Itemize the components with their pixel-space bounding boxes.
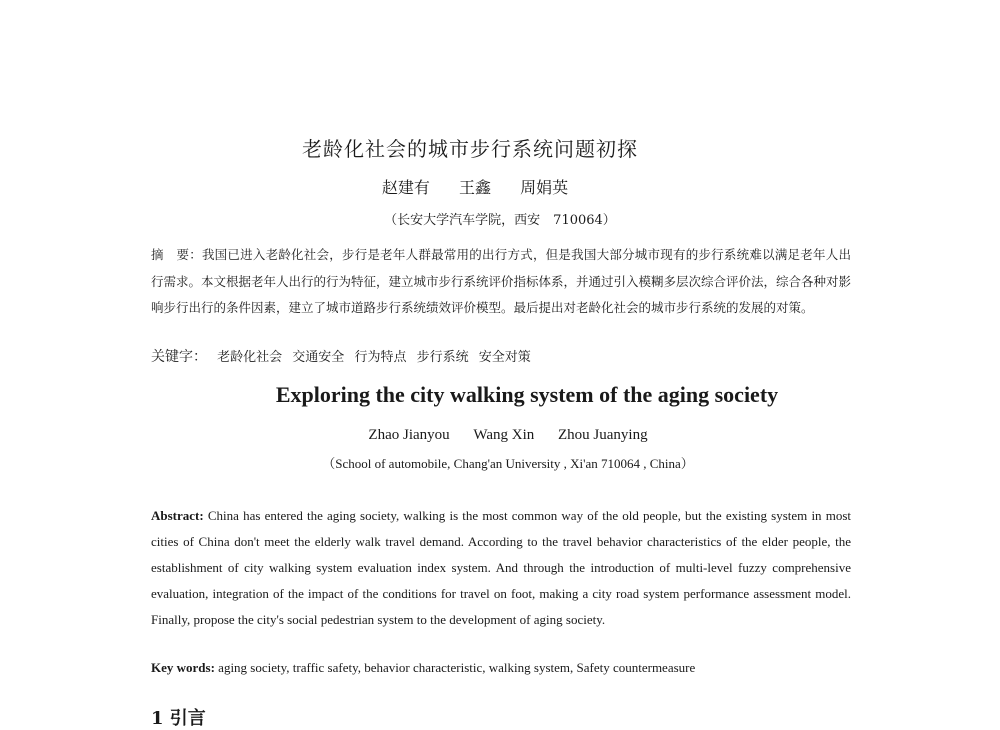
keyword-cn-3: 行为特点: [354, 350, 407, 365]
keyword-cn-5: 安全对策: [478, 350, 531, 365]
chinese-keywords-label: 关键字：: [151, 349, 207, 365]
english-authors: [0, 427, 1000, 444]
english-affiliation: （School of automobile, Chang'an University , Xi'an 710064 , China）: [322, 456, 694, 471]
author-2-cn: 王鑫: [458, 178, 491, 197]
author-3-en: Zhou Juanying: [558, 427, 648, 443]
english-keywords-label: Key words:: [151, 660, 215, 675]
author-3-cn: 周娟英: [520, 178, 569, 197]
english-title: Exploring the city walking system of the aging society: [275, 382, 779, 407]
english-keywords: [151, 660, 695, 676]
english-abstract: [151, 503, 851, 633]
chinese-abstract-text: 我国已进入老龄化社会，步行是老年人群最常用的出行方式，但是我国大部分城市现有的步行系统难以满足老年人出行需求。本文根据老年人出行的行为特征，建立城市步行系统评价指标体系，并通过引入模糊多层次综合评价法，综合各种对影响步行出行的条件因素，建立了城市道路步行系统绩效评价模型。最后提出对老龄化社会的城市步行系统的发展的对策。: [151, 247, 852, 315]
author-1-cn: 赵建有: [381, 178, 430, 197]
author-1-en: Zhao Jianyou: [368, 427, 450, 443]
section-heading: 1 引言: [151, 708, 206, 729]
english-abstract-label: Abstract:: [151, 508, 204, 523]
chinese-abstract: [151, 242, 851, 322]
chinese-authors: [0, 175, 950, 198]
keyword-cn-4: 步行系统: [416, 350, 469, 365]
english-abstract-text: China has entered the aging society, walking is the most common way of the old people, but the existing system in most cities of China don't meet the elderly walk travel demand. According to the travel behavior characteristics of the elder people, the establishment of city walking system evaluation index system. And through the introduction of multi-level fuzzy comprehensive evaluation, integration of the impact of the conditions for travel on foot, making a city road system performance assessment model. Finally, propose the city's social pedestrian system to the development of aging society.: [151, 508, 851, 627]
english-keywords-text: aging society, traffic safety, behavior characteristic, walking system, Safety countermeasure: [218, 660, 696, 675]
keyword-cn-2: 交通安全: [292, 350, 345, 365]
chinese-title: 老龄化社会的城市步行系统问题初探: [302, 137, 638, 161]
chinese-abstract-label: 摘 要：: [151, 247, 202, 262]
chinese-keywords: [151, 346, 531, 366]
keyword-cn-1: 老龄化社会: [217, 350, 283, 365]
author-2-en: Wang Xin: [473, 427, 535, 443]
chinese-affiliation: （长安大学汽车学院，西安 710064）: [384, 213, 616, 228]
